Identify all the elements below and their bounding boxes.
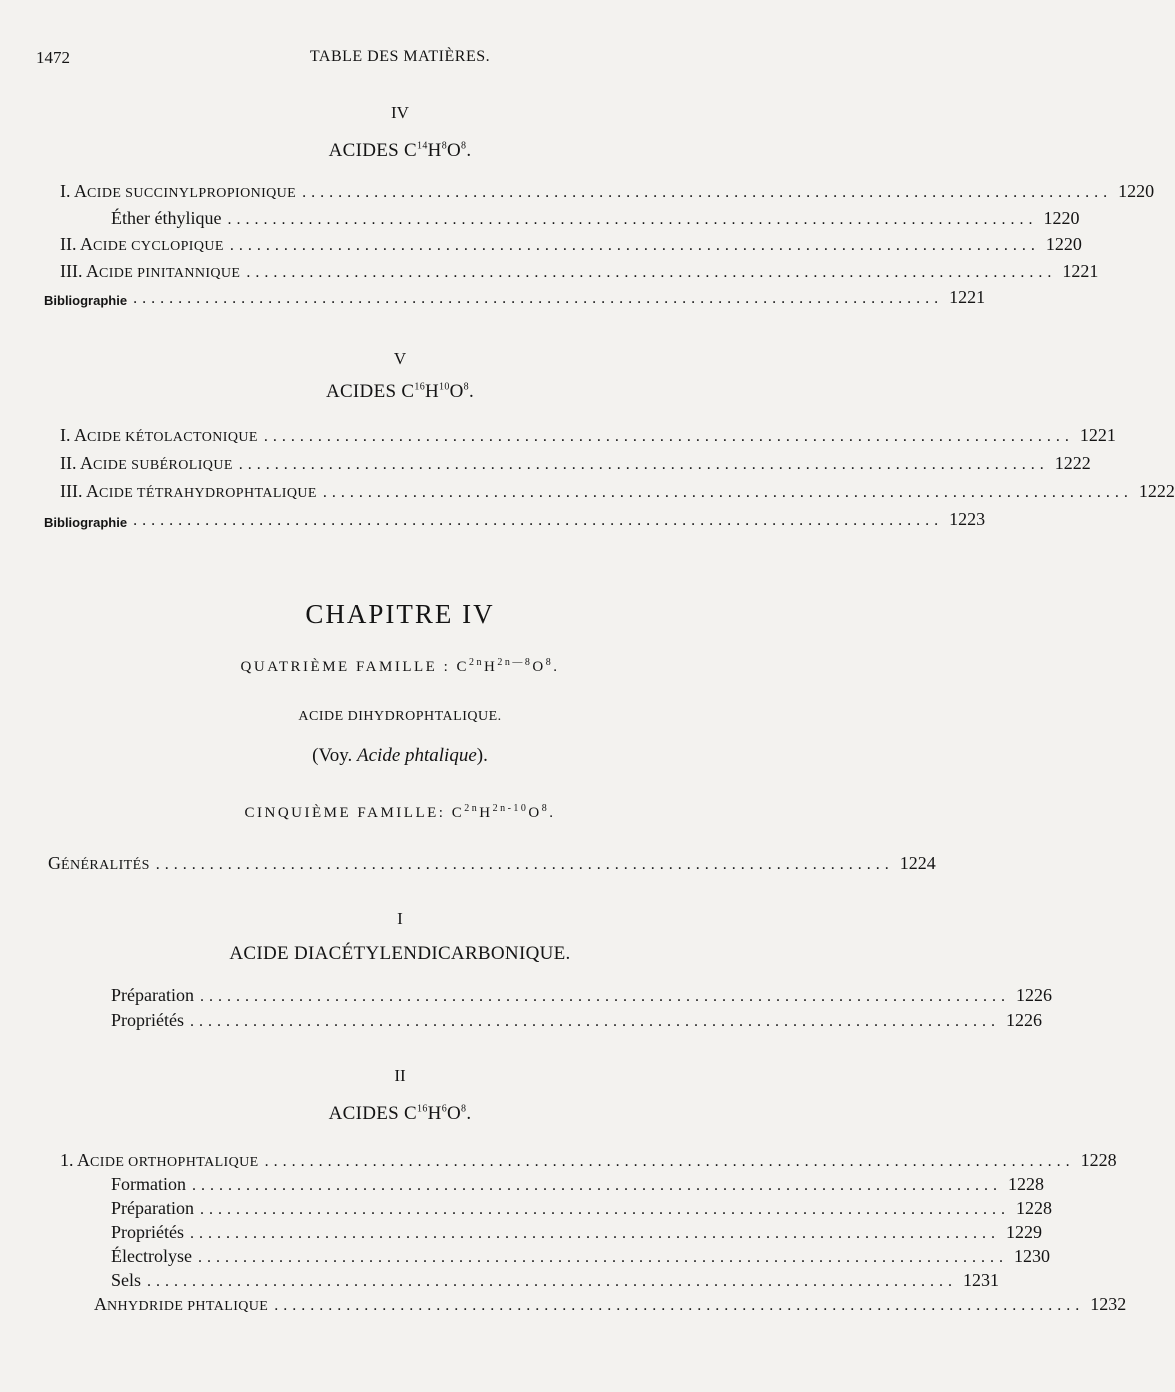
section-title [0,381,800,403]
toc-entry [111,1267,1000,1291]
toc-entry-page: 1228 [1008,1174,1044,1194]
toc-entry-page: 1221 [949,287,986,307]
leader-dots: .......................................................................................... [199,988,1010,1005]
section-numeral: V [393,349,407,368]
toc-entry-page: 1231 [963,1270,1000,1290]
formula-symbol: H [427,140,442,161]
toc-entry-number: I. [60,181,75,201]
section-numeral: I [397,909,403,928]
formula-symbol: . [468,381,475,402]
family-heading-text: QUATRIÈME FAMILLE : C [240,659,470,675]
toc-entry-text: Propriétés [111,1009,184,1030]
toc-entry-label [111,1222,184,1243]
family-formula [469,659,559,675]
toc-entry-initial: A [80,234,93,254]
toc-entry [111,1171,1044,1195]
formula-superscript: 2n—8 [497,657,533,668]
toc-entry-page: 1222 [1054,453,1091,473]
toc-entry [60,258,1099,282]
toc-entry-page: 1228 [1080,1150,1117,1170]
formula-superscript: 14 [417,140,428,152]
formula-symbol: O [449,381,464,402]
toc-entry-label [60,425,258,446]
toc-entry-page: 1222 [1138,481,1175,501]
section-formula [417,1103,471,1124]
formula-symbol: O [532,659,546,675]
formula-superscript: 2n [469,657,485,668]
toc-entry-label [111,985,194,1006]
toc-entry-page: 1223 [949,509,986,529]
leader-dots: .......................................................................................... [189,1225,1000,1242]
toc-entry-number: I. [60,425,75,445]
toc-entry [60,422,1116,446]
toc-entry [94,1291,1127,1315]
toc-entry-smallcaps: CIDE SUBÉROLIQUE [93,458,233,473]
toc-entry-initial: A [80,453,93,473]
toc-entry-label [111,1246,192,1267]
toc-entry-label [44,293,127,308]
leader-dots: .......................................................................................... [197,1249,1008,1266]
section-numeral: II [394,1066,406,1085]
toc-entry-page: 1230 [1013,1246,1050,1266]
toc-entry [44,284,986,308]
toc-entry-label [111,1270,141,1291]
toc-entry [111,1007,1042,1031]
toc-entry-smallcaps: CIDE KÉTOLACTONIQUE [87,430,258,445]
toc-entry [111,1243,1050,1267]
toc-entry-number: III. [60,481,86,501]
toc-entry-number: II. [60,453,80,473]
formula-symbol: H [479,805,493,821]
formula-symbol: O [447,140,462,161]
toc-entry-text: Électrolyse [111,1246,192,1266]
toc-entry-text: Éther éthylique [111,207,222,228]
formula-superscript: 8 [545,657,554,668]
leader-dots: .......................................................................................... [274,1297,1085,1314]
toc-entry-page: 1220 [1043,207,1080,228]
leader-dots: .......................................................................................... [246,263,1057,281]
toc-entry-label [111,1174,186,1195]
formula-superscript: 8 [541,803,550,814]
leader-dots: .......................................................................................... [302,184,1113,201]
formula-superscript: 10 [439,381,450,393]
toc-entry-bibliography: Bibliographie [44,515,128,530]
toc-entry-label [60,261,240,282]
leader-dots: .......................................................................................... [199,1201,1010,1218]
toc-entry-generalites [48,850,936,874]
formula-superscript: 16 [417,1103,428,1115]
formula-symbol: H [425,381,440,402]
section-title-text: ACIDES C [325,381,415,402]
toc-entry-text: Formation [111,1174,186,1194]
formula-superscript: 8 [441,140,447,152]
toc-entry-smallcaps: ÉNÉRALITÉS [61,858,150,873]
formula-symbol: . [553,659,560,675]
toc-entry-label [60,234,224,255]
toc-entry-initial: A [94,1294,107,1314]
toc-entry-number: 1. [60,1150,78,1170]
section-formula [417,140,471,161]
toc-entry-initial: G [48,853,61,873]
toc-entry-page: 1232 [1090,1294,1127,1314]
family-heading [0,657,800,676]
section-formula [414,381,474,402]
leader-dots: .......................................................................................... [238,456,1049,473]
formula-symbol: . [466,1103,472,1124]
leader-dots: .......................................................................................... [147,1273,958,1290]
toc-entry [111,1219,1042,1243]
toc-entry-initial: A [74,181,88,201]
toc-entry-text: Propriétés [111,1222,184,1242]
toc-entry-page: 1226 [1005,1009,1042,1030]
leader-dots: .......................................................................................... [227,210,1038,228]
toc-entry-bibliography: Bibliographie [44,293,128,308]
leader-dots: .......................................................................................... [192,1177,1002,1194]
toc-entry-number: III. [60,260,86,281]
toc-entry-text: Préparation [111,985,194,1005]
toc-entry-label [60,181,296,202]
toc-entry [111,1195,1052,1219]
formula-symbol: O [528,805,542,821]
toc-entry-smallcaps: CIDE CYCLOPIQUE [93,239,224,254]
family-formula [464,805,555,821]
formula-superscript: 8 [461,140,467,152]
toc-entry-smallcaps: CIDE PINITANNIQUE [99,265,241,281]
section-title: ACIDE DIACÉTYLENDICARBONIQUE. [229,943,571,964]
formula-symbol: H [484,659,498,675]
voy-link-text: Acide phtalique [357,745,477,766]
toc-entry-smallcaps: NHYDRIDE PHTALIQUE [107,1299,269,1314]
toc-entry-page: 1229 [1005,1222,1042,1242]
toc-entry-label [60,453,233,474]
toc-entry [60,178,1155,202]
toc-entry-smallcaps: CIDE SUCCINYLPROPIONIQUE [87,186,297,201]
toc-entry-page: 1226 [1015,985,1052,1005]
leader-dots: .......................................................................................... [264,1153,1075,1170]
leader-dots: .................................................................................. [155,856,894,873]
formula-superscript: 2n-10 [492,803,529,814]
toc-entry-initial: A [74,425,88,445]
leader-dots: .......................................................................................... [263,428,1074,445]
running-title: TABLE DES MATIÈRES. [309,48,491,65]
leader-dots: .......................................................................................... [133,290,944,307]
page-header [0,48,800,72]
toc-entry [44,506,986,530]
toc-entry [60,450,1091,474]
section-title-text: ACIDES C [328,1103,418,1124]
section-title-text: ACIDES C [328,140,418,161]
page-number: 1472 [36,48,70,67]
formula-superscript: 8 [461,1103,467,1115]
toc-entry-page: 1221 [1079,425,1116,445]
toc-entry-label [60,481,317,502]
formula-symbol: . [549,805,556,821]
toc-entry-label [94,1294,268,1315]
toc-entry-smallcaps: CIDE TÉTRAHYDROPHTALIQUE [99,486,317,501]
toc-entry-number: II. [60,234,80,254]
toc-entry-initial: A [86,481,99,501]
toc-entry-page: 1228 [1015,1198,1052,1218]
toc-entry-initial: A [86,260,99,281]
toc-entry-page: 1220 [1045,234,1082,254]
toc-entry [60,478,1175,502]
toc-entry-label [60,1150,259,1171]
formula-symbol: O [447,1103,462,1124]
section-title [0,140,800,162]
section-title [0,1103,800,1125]
toc-entry-page: 1221 [1062,260,1099,281]
formula-superscript: 8 [463,381,469,393]
family-heading-text: CINQUIÈME FAMILLE: C [244,805,465,821]
toc-entry-label [48,853,150,874]
acid-heading: ACIDE DIHYDROPHTALIQUE. [298,709,502,724]
leader-dots: .......................................................................................... [189,1012,1000,1030]
toc-entry [60,1147,1117,1171]
toc-entry-page: 1224 [899,853,936,873]
toc-entry-page: 1220 [1118,181,1155,201]
toc-entry [111,205,1080,229]
toc-entry-text: Préparation [111,1198,194,1218]
leader-dots: .......................................................................................... [229,237,1040,254]
toc-entry-label [44,515,127,530]
formula-superscript: 2n [464,803,480,814]
formula-superscript: 6 [441,1103,447,1115]
formula-superscript: 16 [414,381,425,393]
voy-prefix: (Voy. [312,745,357,766]
family-heading [0,803,800,822]
chapter-title: CHAPITRE IV [305,599,495,629]
toc-entry-initial: A [77,1150,91,1170]
formula-symbol: H [427,1103,442,1124]
toc-entry-text: Sels [111,1270,142,1290]
toc-entry [111,982,1052,1006]
toc-entry-label [111,208,221,229]
leader-dots: .......................................................................................... [133,512,944,529]
toc-entry [60,231,1082,255]
voy-suffix: ). [476,745,488,766]
see-also-reference [0,745,800,767]
toc-entry-smallcaps: CIDE ORTHOPHTALIQUE [90,1155,259,1170]
formula-symbol: . [466,140,472,161]
toc-entry-label [111,1010,184,1031]
section-numeral: IV [391,103,409,122]
toc-entry-label [111,1198,194,1219]
leader-dots: .......................................................................................... [322,484,1133,501]
